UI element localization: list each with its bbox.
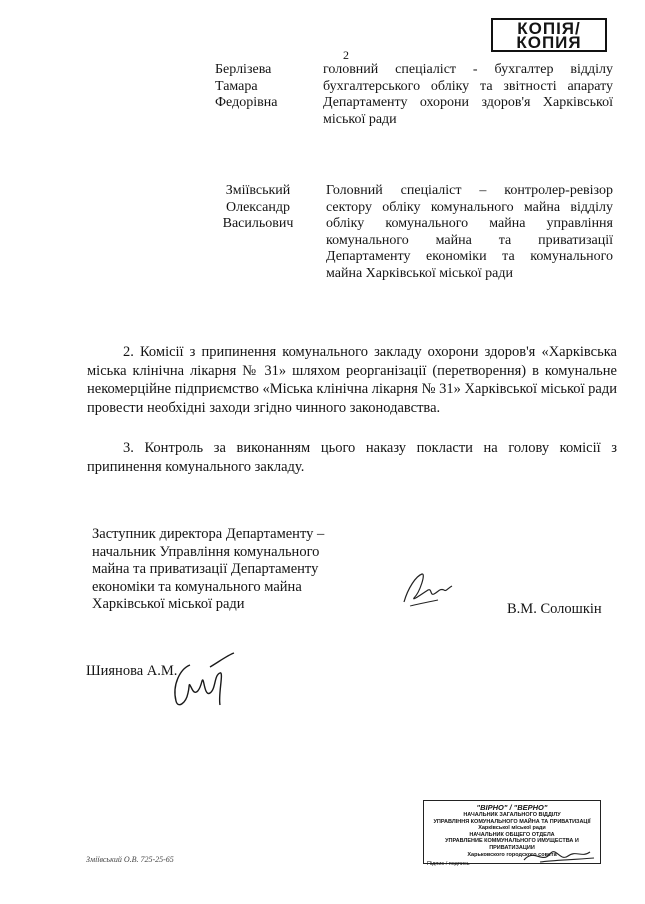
member-name: [215, 183, 301, 233]
signatory-name: В.М. Солошкін: [507, 601, 602, 617]
signatory-title: [92, 526, 352, 614]
certification-stamp-sign-label: Підпис / подпись: [427, 861, 470, 868]
copy-stamp-line-2: КОПИЯ: [516, 33, 582, 52]
certification-stamp-line: Харьковского городского совета: [467, 851, 557, 858]
signatory-title-line: Харківської міської ради: [92, 596, 245, 612]
signatory-title-line: економіки та комунального майна: [92, 578, 302, 595]
certification-stamp-title: "ВІРНО" / "ВЕРНО": [476, 803, 548, 812]
paragraph-2: 2. Комісії з припинення комунального закладу охорони здоров'я «Харківська міська клінічна лікарня № 31» шляхом реорганізації (перетворення) в комунальне некомерційне підприємство «Міська клінічна лікарня № 31» Харківської міської ради провести необхідні заходи згідно чинного законодавства.: [87, 344, 617, 416]
certification-signature: [520, 838, 600, 868]
member-patronymic: Федорівна: [215, 95, 278, 110]
certification-stamp-line: УПРАВЛІННЯ КОМУНАЛЬНОГО МАЙНА ТА ПРИВАТИЗАЦІЇ: [433, 818, 591, 825]
member-position: Головний спеціаліст – контролер-ревізор сектору обліку комунального майна відділу обліку комунального майна управління комунального майна та приватизації Департаменту економіки та комунального майна Харківської міської ради: [326, 183, 613, 281]
certification-stamp-line: УПРАВЛЕНИЕ КОММУНАЛЬНОГО ИМУЩЕСТВА И ПРИВАТИЗАЦИИ: [445, 838, 579, 851]
member-surname: Берлізева: [215, 62, 272, 77]
certification-stamp-line: НАЧАЛЬНИК ЗАГАЛЬНОГО ВІДДІЛУ: [463, 812, 561, 818]
member-name: [215, 62, 277, 112]
paragraph-3: 3. Контроль за виконанням цього наказу покласти на голову комісії з припинення комунального закладу.: [87, 440, 617, 475]
member-first-name: Тамара: [215, 78, 258, 94]
executor-signature: [160, 645, 240, 715]
signatory-title-line: Заступник директора Департаменту –: [92, 526, 325, 542]
director-signature: [398, 568, 458, 614]
certification-stamp-line: Харківської міської ради: [478, 825, 546, 832]
signatory-title-line: майна та приватизації Департаменту: [92, 561, 319, 577]
member-patronymic: Васильович: [222, 216, 294, 231]
member-position: головний спеціаліст - бухгалтер відділу бухгалтерського обліку та звітності апарату Департаменту охорони здоров'я Харківської міської ради: [323, 62, 613, 127]
signatory-title-line: начальник Управління комунального: [92, 543, 320, 560]
member-first-name: Олександр: [226, 199, 290, 215]
page-number: 2: [343, 48, 349, 62]
copy-stamp-line-1: КОПІЯ/: [517, 19, 581, 38]
certification-stamp-line: НАЧАЛЬНИК ОБЩЕГО ОТДЕЛА: [469, 831, 555, 838]
executor-name: Шиянова А.М.: [86, 663, 178, 679]
footer-note: Зміївський О.В. 725-25-65: [86, 855, 174, 864]
member-surname: Зміївський: [225, 183, 291, 198]
copy-stamp: [491, 18, 607, 52]
